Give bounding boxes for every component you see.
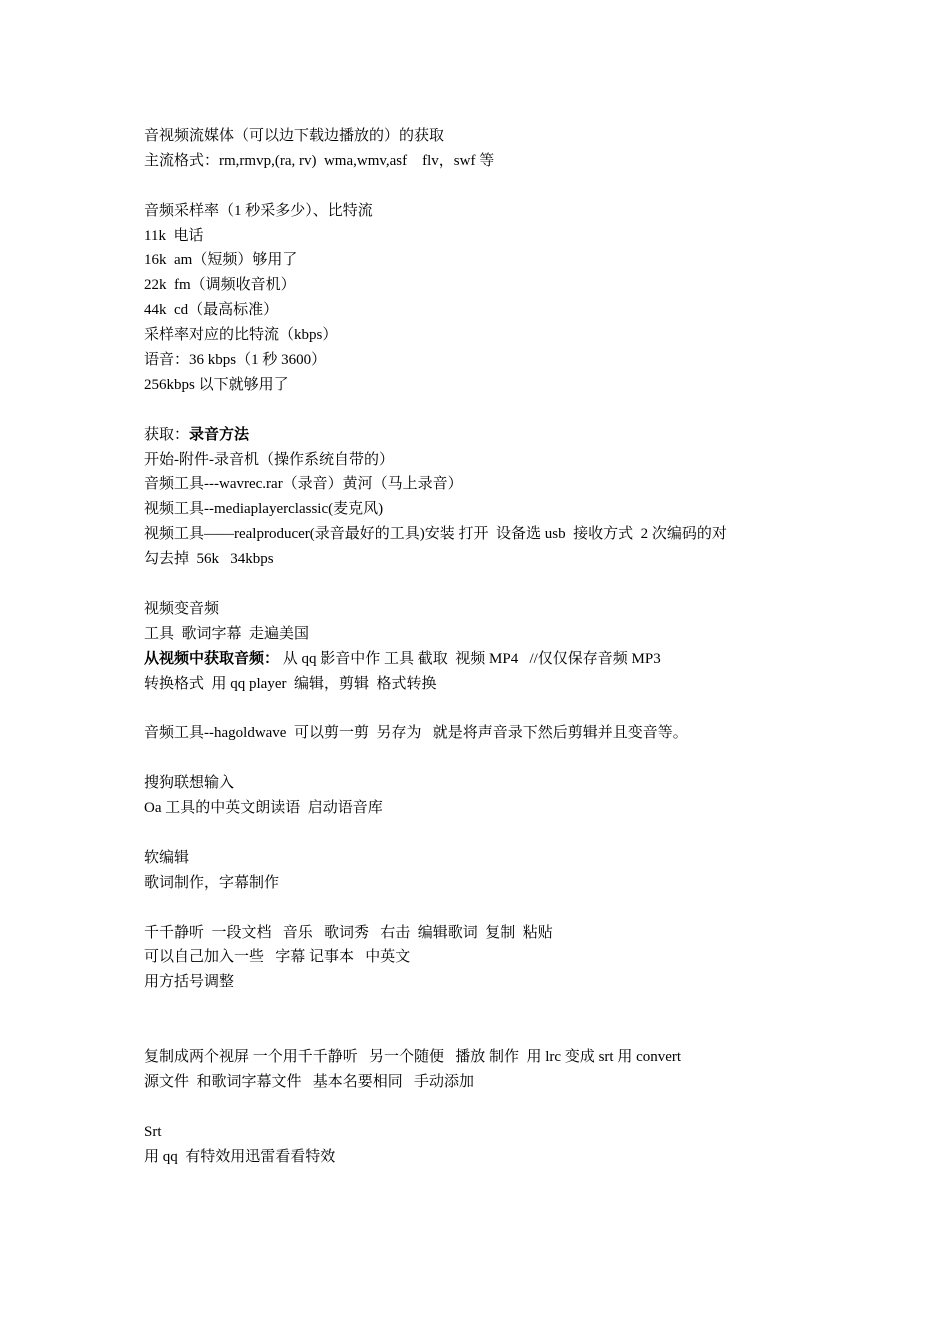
blank-line [144, 398, 814, 423]
blank-line [144, 896, 814, 921]
text-line: 音频工具--hagoldwave 可以剪一剪 另存为 就是将声音录下然后剪辑并且变音等。 [144, 725, 688, 742]
blank-line [144, 696, 814, 721]
text-line: 音视频流媒体（可以边下载边播放的）的获取 [144, 128, 445, 144]
text-line: 源文件 和歌词字幕文件 基本名要相同 手动添加 [144, 1073, 475, 1090]
text-line: 16k am（短频）够用了 [144, 252, 298, 269]
text-line: 勾去掉 56k 34kbps [144, 551, 274, 568]
text-line: 开始-附件-录音机（操作系统自带的） [144, 451, 394, 468]
text-line: 语音：36 kbps（1 秒 3600） [144, 352, 327, 369]
text-line: Srt [144, 1123, 162, 1140]
text-line: 复制成两个视屏 一个用千千静听 另一个随便 播放 制作 用 lrc 变成 srt 用 convert [144, 1048, 682, 1065]
text-line: 视频工具——realproducer(录音最好的工具)安装 打开 设备选 usb 接收方式 2 次编码的对 [144, 526, 727, 543]
text-span: 从 qq 影音中作 工具 截取 视频 MP4 //仅仅保存音频 MP3 [279, 650, 661, 667]
text-line: 视频工具--mediaplayerclassic(麦克风) [144, 501, 384, 518]
text-line: 软编辑 [144, 849, 190, 866]
text-line: 歌词制作，字幕制作 [144, 874, 280, 891]
text-line: 千千静听 一段文档 音乐 歌词秀 右击 编辑歌词 复制 粘贴 [144, 924, 553, 941]
text-line: 用方括号调整 [144, 974, 235, 991]
text-line: 用 qq 有特效用迅雷看看特效 [144, 1148, 336, 1165]
text-line: 转换格式 用 qq player 编辑，剪辑 格式转换 [144, 675, 437, 692]
bold-heading: 从视频中获取音频： [144, 650, 280, 667]
document-body [144, 124, 814, 1169]
text-line: 主流格式：rm,rmvp,(ra, rv) wma,wmv,asf flv，swf 等 [144, 152, 495, 169]
blank-line [144, 746, 814, 771]
blank-line [144, 174, 814, 199]
text-line: 可以自己加入一些 字幕 记事本 中英文 [144, 949, 411, 966]
text-line [144, 647, 814, 672]
text-line: Oa 工具的中英文朗读语 启动语音库 [144, 800, 383, 817]
text-line: 搜狗联想输入 [144, 775, 235, 792]
label-text: 获取： [144, 426, 190, 443]
blank-line [144, 995, 814, 1045]
blank-line [144, 1095, 814, 1120]
text-line: 22k fm（调频收音机） [144, 277, 296, 294]
text-line: 采样率对应的比特流（kbps） [144, 327, 338, 344]
bold-heading: 录音方法 [189, 426, 250, 443]
text-line: 音频采样率（1 秒采多少）、比特流 [144, 202, 373, 219]
blank-line [144, 572, 814, 597]
text-line: 44k cd（最高标准） [144, 302, 279, 319]
text-line: 工具 歌词字幕 走遍美国 [144, 625, 310, 642]
text-line: 视频变音频 [144, 600, 220, 617]
text-line: 256kbps 以下就够用了 [144, 376, 289, 393]
text-line: 音频工具---wavrec.rar（录音）黄河（马上录音） [144, 476, 463, 493]
blank-line [144, 821, 814, 846]
text-line [144, 423, 814, 448]
text-line: 11k 电话 [144, 227, 204, 244]
